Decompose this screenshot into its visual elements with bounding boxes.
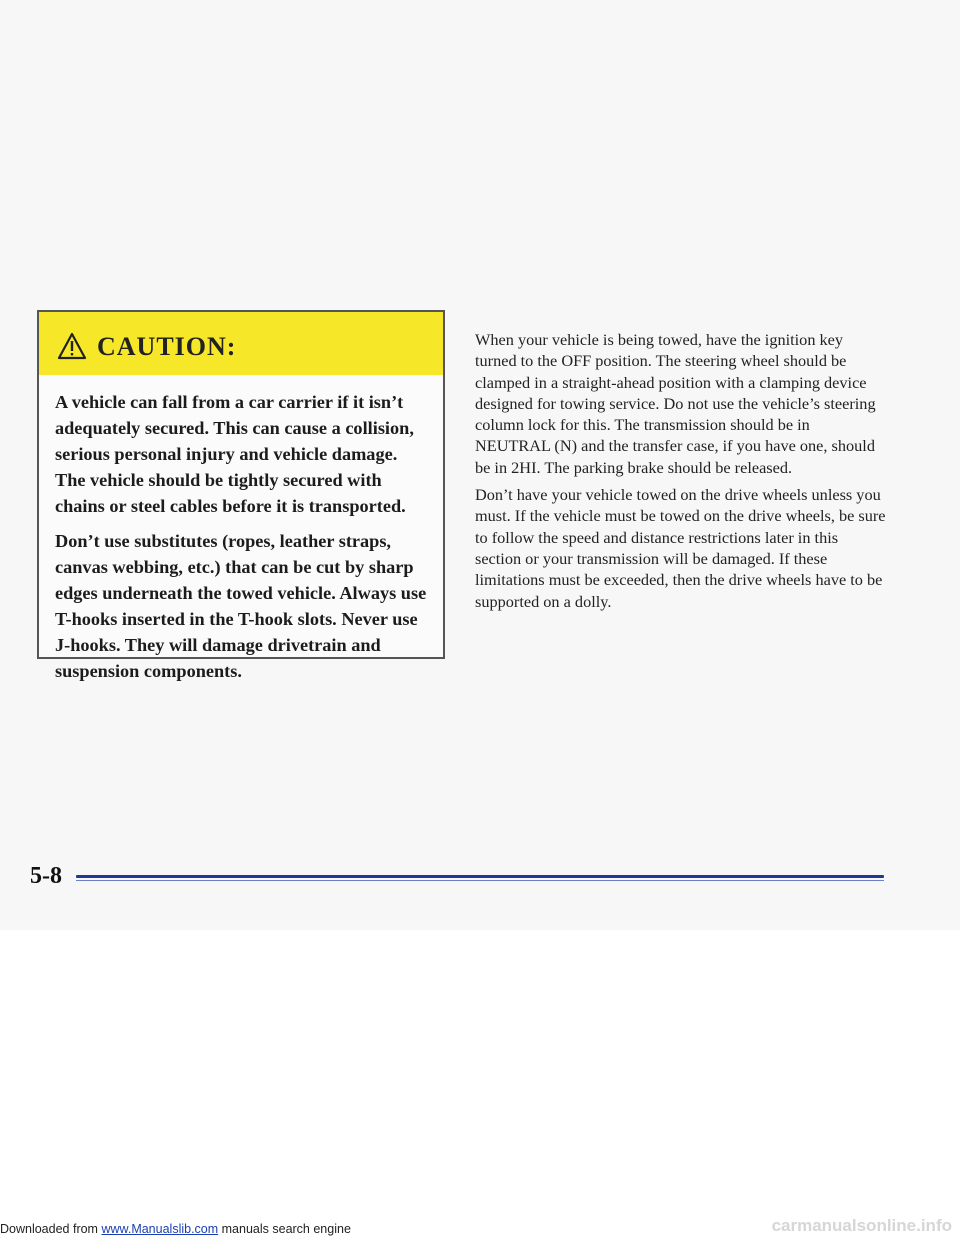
caution-body (39, 375, 443, 684)
watermark: carmanualsonline.info (771, 1216, 952, 1235)
caution-paragraph: A vehicle can fall from a car carrier if it isn’t adequately secured. This can cause a collision, serious personal injury and vehicle damage. The vehicle should be tightly secured with chains or steel cables before it is transported. (55, 392, 414, 516)
caution-box (37, 310, 445, 681)
page-number: 5-8 (30, 863, 62, 889)
body-paragraph: Don’t have your vehicle towed on the drive wheels unless you must. If the vehicle must be towed on the drive wheels, be sure to follow the speed and distance restrictions later in this section or your transmission will be damaged. If these limitations must be exceeded, then the drive wheels have to be supported on a dolly. (475, 485, 886, 611)
caution-header (39, 312, 443, 375)
caution-paragraph: Don’t use substitutes (ropes, leather straps, canvas webbing, etc.) that can be cut by sharp edges underneath the towed vehicle. Always use T-hooks inserted in the T-hook slots. Never use J-hooks. They will damage drivetrain and suspension components. (55, 531, 427, 681)
download-suffix: manuals search engine (218, 1222, 351, 1236)
body-paragraph: When your vehicle is being towed, have the ignition key turned to the OFF position. The steering wheel should be clamped in a straight-ahead position with a clamping device designed for towing service. Do not use the vehicle’s steering column lock for this. The transmission should be in NEUTRAL (N) and the transfer case, if you have one, should be in 2HI. The parking brake should be released. (475, 330, 876, 477)
download-prefix: Downloaded from (0, 1222, 102, 1236)
body-text-column (475, 329, 887, 618)
manualslib-link[interactable]: www.Manualslib.com (101, 1222, 219, 1236)
caution-title: CAUTION: (97, 331, 237, 361)
warning-triangle-icon (57, 332, 87, 360)
footer-rule-thin (76, 880, 884, 881)
footer-rule (76, 875, 884, 878)
download-notice (0, 1222, 351, 1236)
